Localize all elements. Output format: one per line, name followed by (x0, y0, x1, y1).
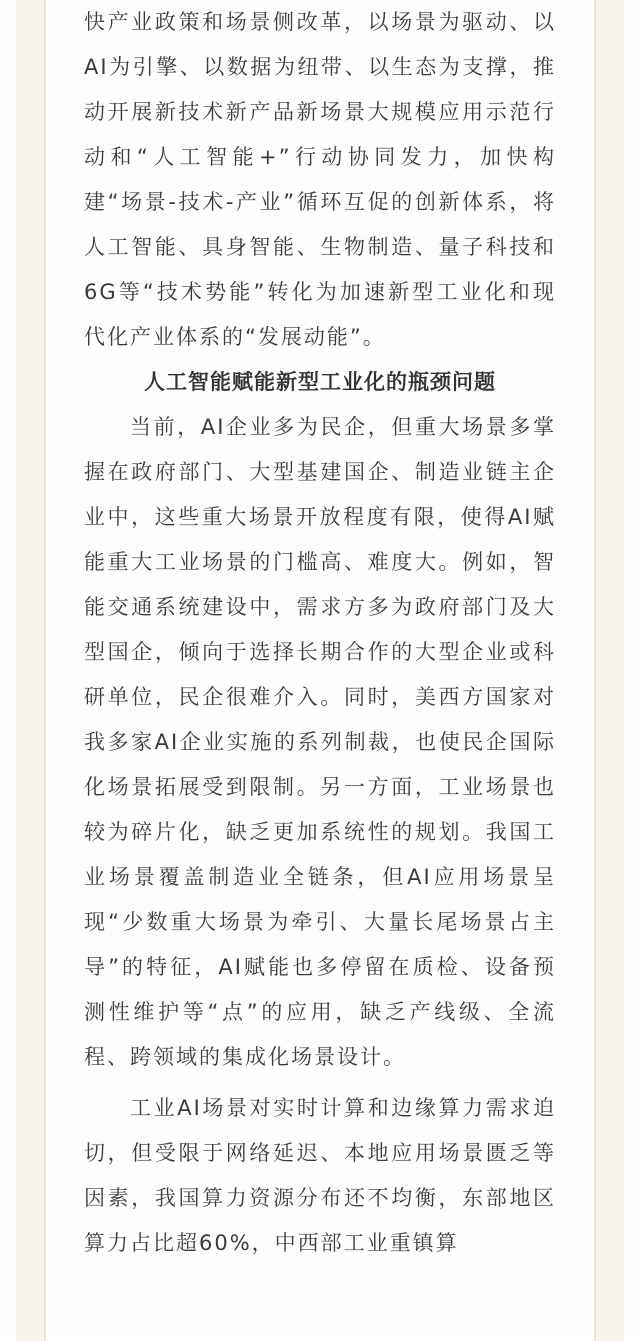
article-body (84, 0, 556, 1266)
right-border-decoration (596, 0, 624, 1341)
left-border-decoration (16, 0, 44, 1341)
section-heading: 人工智能赋能新型工业化的瓶颈问题 (144, 370, 496, 394)
paragraph-bottleneck: 当前，AI企业多为民企，但重大场景多掌握在政府部门、大型基建国企、制造业链主企业中，这些重大场景开放程度有限，使得AI赋能重大工业场景的门槛高、难度大。例如，智能交通系统建设中，需求方多为政府部门及大型国企，倾向于选择长期合作的大型企业或科研单位，民企很难介入。同时，美西方国家对我多家AI企业实施的系列制裁，也使民企国际化场景拓展受到限制。另一方面，工业场景也较为碎片化，缺乏更加系统性的规划。我国工业场景覆盖制造业全链条，但AI应用场景呈现“少数重大场景为牵引、大量长尾场景占主导”的特征，AI赋能也多停留在质检、设备预测性维护等“点”的应用，缺乏产线级、全流程、跨领域的集成化场景设计。 (84, 415, 556, 1069)
left-border-line (44, 0, 46, 1341)
right-border-line (594, 0, 596, 1341)
paragraph-continued: 快产业政策和场景侧改革，以场景为驱动、以AI为引擎、以数据为纽带、以生态为支撑，推动开展新技术新产品新场景大规模应用示范行动和“人工智能+”行动协同发力，加快构建“场景-技术-产业”循环互促的创新体系，将人工智能、具身智能、生物制造、量子科技和6G等“技术势能”转化为加速新型工业化和现代化产业体系的“发展动能”。 (84, 10, 556, 349)
paragraph-compute: 工业AI场景对实时计算和边缘算力需求迫切，但受限于网络延迟、本地应用场景匮乏等因素，我国算力资源分布还不均衡，东部地区算力占比超60%，中西部工业重镇算 (84, 1096, 556, 1255)
